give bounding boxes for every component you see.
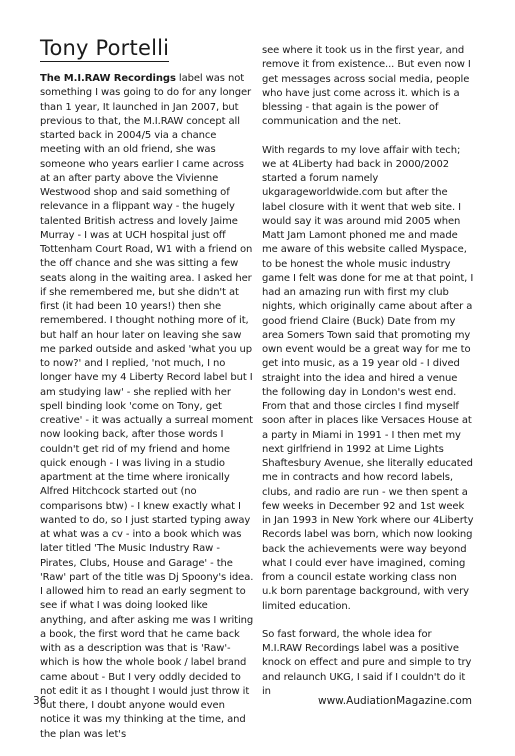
- left-column: [40, 72, 255, 756]
- article-title: Tony Portelli: [40, 36, 170, 60]
- paragraph: see where it took us in the first year, and remove it from existence... But even now I get messages across social media, people who have just come across it. which is a blessing - that again is the power of communication and the net.: [262, 45, 471, 128]
- paragraph: [40, 72, 255, 742]
- page-number: 36: [33, 695, 47, 707]
- footer-url: www.AudiationMagazine.com: [318, 695, 473, 707]
- right-column: [262, 44, 474, 713]
- paragraph: With regards to my love affair with tech; we at 4Liberty had back in 2000/2002 started a forum namely ukgarageworldwide.com but after the label closure with it went that web site. I would say it was around mid 2005 when Matt Jam Lamont phoned me and made me aware of this website called Myspace, to be honest the whole music industry game I felt was done for me at that point, I had an amazing run with first my club nights, which originally came about after a good friend Claire (Buck) Date from my area Somers Town said that promoting my own event would be a great way for me to get into music, as a 19 year old - I dived straight into the idea and hired a venue the following day in London's west end. From that and those circles I find myself soon after in places like Versaces House at a party in Miami in 1991 - I then met my next girlfriend in 1992 at Lime Lights Shaftesbury Avenue, she literally educated me in contracts and how record labels, clubs, and radio are run - we then spent a few weeks in December 92 and 1st week in Jan 1993 in New York where our 4Liberty Records label was born, which now looking back the achievements were way beyond what I could ever have imagined, coming from a council estate working class non u.k born parentage background, with very limited education.: [262, 144, 474, 612]
- lead-in-text: The M.I.RAW Recordings: [40, 73, 176, 84]
- paragraph: So fast forward, the whole idea for M.I.RAW Recordings label was a positive knock on effect and pure and simple to try and relaunch UKG, I said if I couldn't do it in: [262, 628, 472, 697]
- paragraph-text: label was not something I was going to do for any longer than 1 year, It launched in Jan 2007, but previous to that, the M.I.RAW concept all started back in 2004/5 via a chance meeting with an old friend, she was someone who years earlier I came across at an after party above the Vivienne Westwood shop and said something of relevance in a flippant way - the hugely talented British actress and lovely Jaime Murray - I was at UCH hospital just off Tottenham Court Road, W1 with a friend on the off chance and she was sitting a few seats along in the waiting area. I asked her if she remembered me, but she didn't at first (it had been 10 years!) then she remembered. I thought nothing more of it, but half an hour later on leaving she saw me parked outside and asked 'what you up to now?' and I replied, 'not much, I no longer have my 4 Liberty Record label but I am studying law' - she replied with her spell binding look 'come on Tony, get creative' - it was actually a surreal moment now looking back, after those words I couldn't get rid of my friend and home quick enough - I was living in a studio apartment at the time where ironically Alfred Hitchcock started out (no comparisons btw) - I knew exactly what I wanted to do, so I just started typing away at what was a cv - into a book which was later titled 'The Music Industry Raw - Pirates, Clubs, House and Garage' - the 'Raw' part of the title was Dj Spoony's idea. I allowed him to read an early segment to see if what I was doing looked like anything, and after asking me was I writing a book, the first word that he came back with as a description was that is 'Raw'- which is how the whole book / label brand came about - But I very oddly decided to not edit it as I thought I would just throw it out there, I doubt anyone would even notice it was my thinking at the time, and the plan was let's: [40, 73, 254, 740]
